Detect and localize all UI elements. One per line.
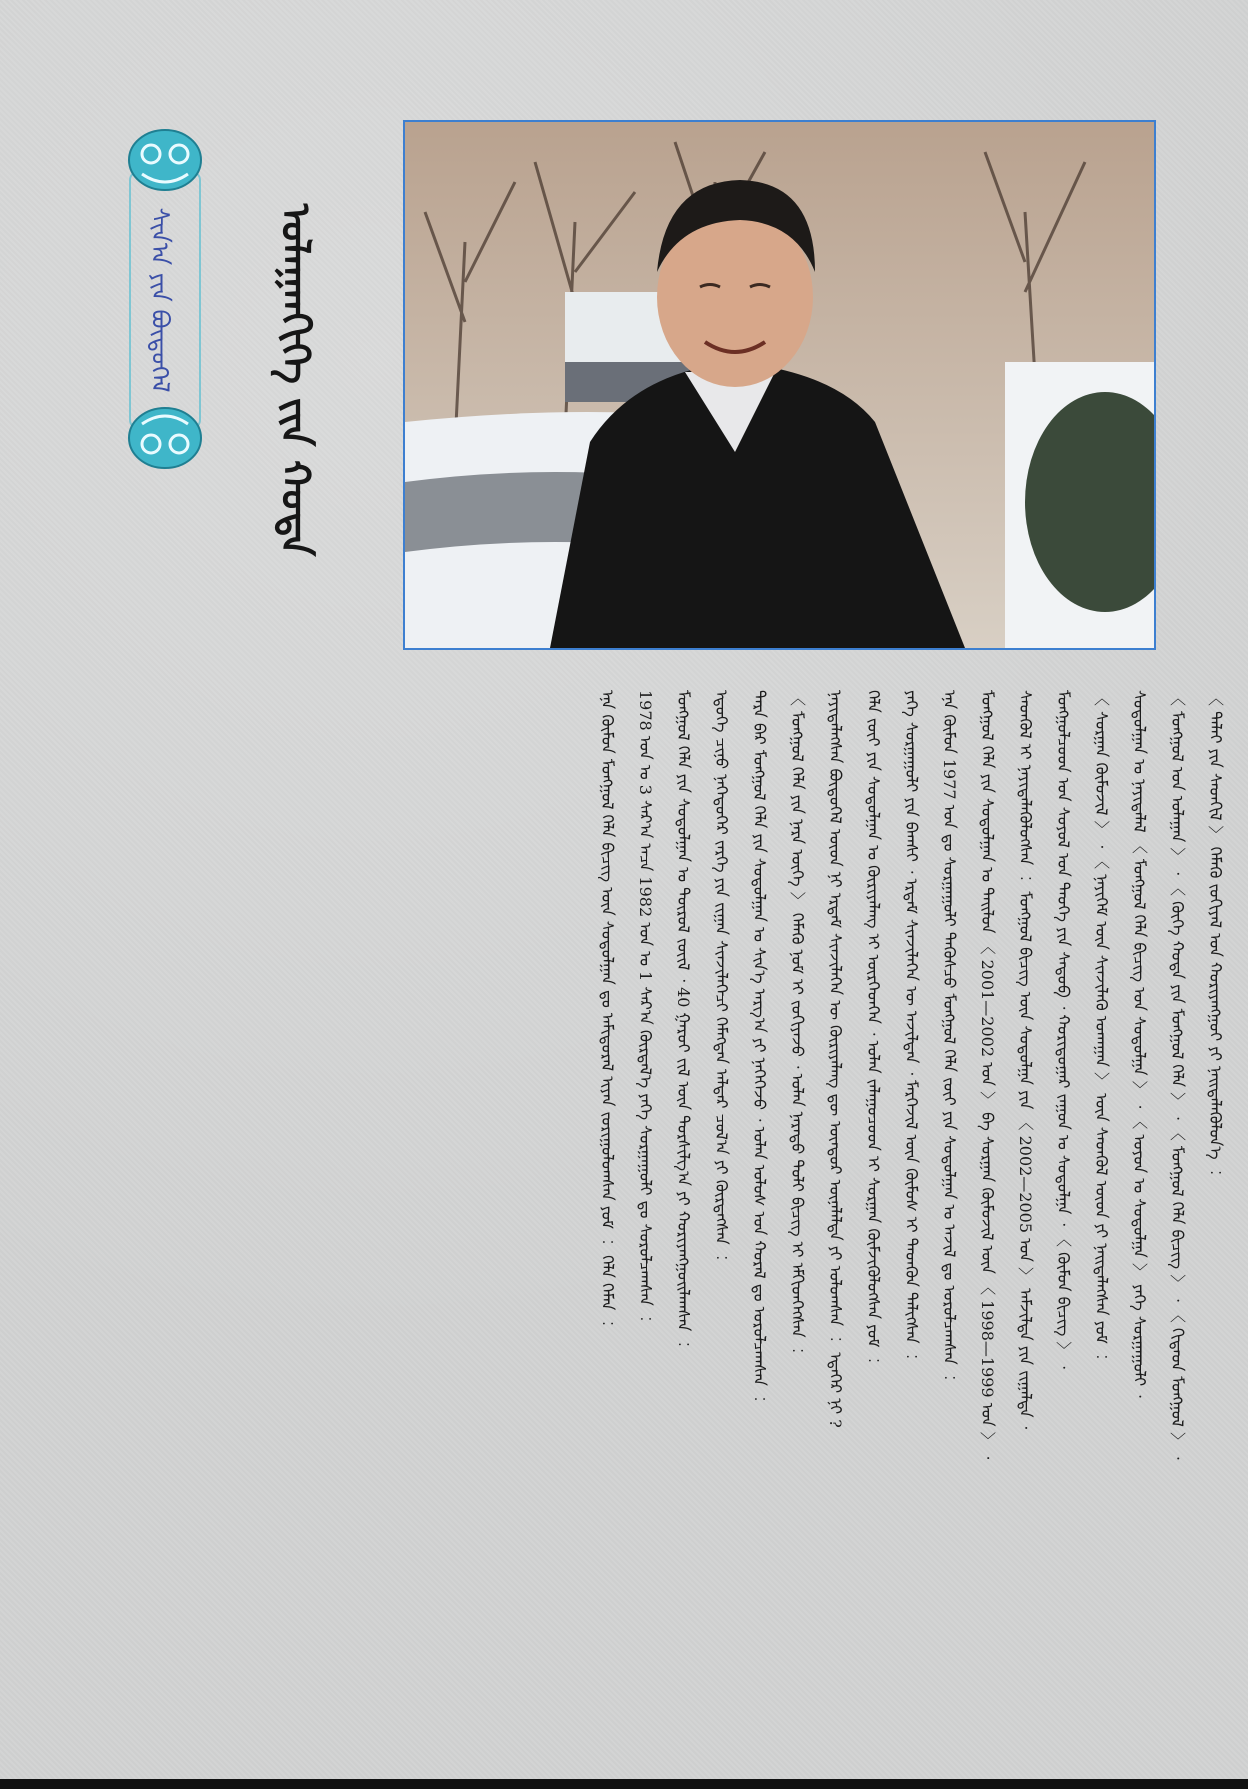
text-column: 〈 ᠮᠣᠩᠭᠣᠯ ᠤᠨ ᠤᠯᠠᠭᠠᠨ 〉 ᠂ 〈 ᠬᠥᠬᠡ ᠬᠣᠲᠠ ᠶᠢᠨ ᠮᠣᠩᠭᠣᠯ ᠬᠡᠯᠡ 〉 ᠂ 〈 ᠮᠣᠩᠭᠣᠯ ᠬᠡᠯᠡ ᠪᠢᠴᠢᠭ 〉 ᠂ 〈 ᠬᠢᠲᠠᠳ ᠮᠣᠩᠭᠣᠯ 〉 ᠂ (1168, 690, 1187, 1460)
text-column: ᠶᠡᠬᠡ ᠰᠤᠷᠭᠠᠭᠤᠯᠢ ᠶᠢᠨ ᠪᠠᠭᠰᠢ ᠂ ᠡᠷᠳᠡᠮ ᠰᠢᠨᠵᠢᠯᠡᠭᠡᠨ ᠦ ᠠᠵᠢᠯᠲᠠᠨ ᠂ ᠮᠡᠷᠭᠡᠵᠢᠯ ᠦᠨ ᠬᠦᠮᠦᠰ ᠢ ᠲᠡᠳᠬᠦᠨ ᠲᠡᠯᠢᠭᠰᠡᠨ ︰ (902, 690, 921, 1365)
banner-label: ᠰᠢᠨ᠎ᠠ ᠶᠢᠨ ᠪᠦᠲᠦᠭᠡᠯ (146, 207, 174, 393)
text-column: ᠮᠣᠩᠭᠣᠯ ᠬᠡᠯᠡ ᠶᠢᠨ ᠰᠤᠳᠤᠯᠭᠠᠨ ᠤ ᠲᠦᠷᠦᠯ ᠵᠦᠢᠯ ᠂ 40 ᠭᠠᠷᠤᠢ ᠵᠢᠯ ᠦᠨ ᠲᠤᠷᠰᠢᠯᠭ᠎ᠠ ᠶᠢ ᠬᠤᠷᠢᠶᠠᠩᠭᠤᠢᠯᠠᠭᠰᠠᠨ ︰ (674, 690, 693, 1353)
text-column: 〈 ᠮᠣᠩᠭᠣᠯ ᠬᠡᠯᠡ ᠶᠢᠨ ᠨᠡᠷᠡ ᠦᠭᠡ 〉 ᠬᠡᠮᠡᠬᠦ ᠨᠣᠮ ᠢ ᠵᠣᠬᠢᠶᠠᠵᠤ ᠂ ᠣᠯᠠᠨ ᠨᠡᠷᠡᠲᠦ ᠲᠣᠯᠢ ᠪᠢᠴᠢᠭ ᠢ ᠡᠮᠬᠢᠳᠬᠡᠭᠰᠡᠨ ︰ (788, 690, 807, 1359)
text-column: ᠰᠡᠳᠬᠦᠯ ᠢ ᠨᠡᠶᠢᠲᠡᠯᠡᠭᠦᠯᠦᠭᠰᠡᠨ ︰ ᠮᠣᠩᠭᠣᠯ ᠪᠢᠴᠢᠭ ᠦᠨ ᠰᠤᠳᠤᠯᠭᠠ ᠶᠢᠨ 〈 2002—2005 ᠣᠨ 〉 ᠠᠮᠵᠢᠯᠲᠠ ᠶᠢᠨ ᠵᠢᠭᠠᠯᠲᠠ ᠂ (1016, 690, 1035, 1430)
text-column: 〈 ᠰᠤᠷᠭᠠᠨ ᠬᠦᠮᠦᠵᠢᠯ 〉 ᠂ 〈 ᠨᠡᠶᠢᠭᠡᠮ ᠦᠨ ᠰᠢᠨᠵᠢᠯᠡᠬᠦ ᠤᠬᠠᠭᠠᠨ 〉 ᠦᠨ ᠰᠡᠳᠬᠦᠯ ᠦᠳ ᠶᠢ ᠨᠡᠢᠲᠡᠯᠡᠭᠰᠡᠨ ᠶᠤᠮ ︰ (1092, 690, 1111, 1365)
portrait-photo-image (405, 122, 1154, 648)
text-column: ᠲᠡᠷᠡ ᠪᠡᠷ ᠮᠣᠩᠭᠣᠯ ᠬᠡᠯᠡ ᠶᠢᠨ ᠰᠤᠳᠤᠯᠭᠠᠨ ᠤ ᠰᠢᠨ᠎ᠡ ᠠᠷᠭ᠎ᠠ ᠶᠢ ᠨᠡᠭᠡᠭᠡᠵᠦ ᠂ ᠣᠯᠠᠨ ᠤᠯᠤᠰ ᠤᠨ ᠬᠤᠷᠠᠯ ᠳᠤ ᠣᠷᠣᠯᠴᠠᠭᠰᠠᠨ ︰ (750, 690, 769, 1408)
text-column: ᠰᠤᠳᠤᠯᠭᠠᠨ ᠤ ᠨᠡᠶᠢᠲᠡᠯᠡᠯ 〈 ᠮᠣᠩᠭᠣᠯ ᠬᠡᠯᠡ ᠪᠢᠴᠢᠭ ᠤᠨ ᠰᠤᠳᠤᠯᠭᠠ 〉 ᠂ 〈 ᠣᠶᠤᠨ ᠤ ᠰᠤᠳᠤᠯᠭᠠ 〉 ᠶᠡᠬᠡ ᠰᠤᠷᠭᠠᠭᠤᠯᠢ ᠂ (1130, 690, 1149, 1398)
article-title: ᠤᠯᠠᠭᠠᠨᠬᠢᠬᠡ ᠵᠢᠨ ᠬᠣᠳᠠ (272, 203, 318, 557)
text-column: ᠡᠨᠡ ᠬᠦᠮᠦᠨ ᠮᠣᠩᠭᠣᠯ ᠬᠡᠯᠡ ᠪᠢᠴᠢᠭ ᠦᠨ ᠰᠤᠳᠤᠯᠭᠠᠨ ᠳᠤ ᠠᠮᠢᠳᠤᠷᠠᠯ ᠢᠶᠠᠨ ᠵᠣᠷᠢᠭᠤᠯᠤᠭᠰᠠᠨ ᠶᠤᠮ ︰ ᠬᠡᠯᠡ ᠬᠡᠮᠡᠨ ︰ (598, 690, 617, 1332)
text-column: 1978 ᠣᠨ ᠤ 3 ᠰᠠᠷ᠎ᠠ ᠠᠴᠠ 1982 ᠣᠨ ᠤ 1 ᠰᠠᠷ᠎ᠠ ᠬᠦᠷᠲᠡᠯ᠎ᠡ ᠶᠡᠬᠡ ᠰᠤᠷᠭᠠᠭᠤᠯᠢ ᠳᠤ ᠰᠤᠷᠤᠯᠴᠠᠭᠰᠠᠨ ︰ (636, 690, 655, 1327)
top-cloud-ornament-icon (129, 130, 201, 190)
bottom-cloud-ornament-icon (129, 408, 201, 468)
text-column: ᠡᠨᠡ ᠬᠦᠮᠦᠨ 1977 ᠣᠨ ᠳᠤ ᠰᠤᠷᠭᠠᠭᠤᠯᠢ ᠲᠡᠭᠦᠰᠴᠦ ᠮᠣᠩᠭᠣᠯ ᠬᠡᠯᠡ ᠵᠦᠢ ᠶᠢᠨ ᠰᠤᠳᠤᠯᠭᠠᠨ ᠤ ᠠᠵᠢᠯ ᠳᠤ ᠣᠷᠣᠯᠴᠠᠭᠰᠠᠨ ︰ (940, 690, 959, 1386)
text-column: ᠮᠣᠩᠭᠣᠯᠴᠤᠳ ᠤᠨ ᠰᠣᠶᠤᠯ ᠤᠨ ᠲᠡᠦᠬᠡ ᠶᠢᠨ ᠰᠡᠳᠦᠪ ᠂ ᠬᠣᠷᠢᠳᠤᠭᠠᠷ ᠵᠠᠭᠤᠨ ᠤ ᠰᠤᠳᠤᠯᠭᠠ ᠂ 〈 ᠬᠦᠮᠦᠨ ᠪᠢᠴᠢᠭ 〉 ᠂ (1054, 690, 1073, 1369)
text-column: ᠨᠡᠶᠢᠲᠡᠯᠡᠭᠰᠡᠨ ᠪᠦᠲᠦᠭᠡᠯ ᠦᠳ ᠨᠢ ᠡᠷᠳᠡᠮ ᠰᠢᠨᠵᠢᠯᠡᠭᠡᠨ ᠦ ᠬᠦᠷᠢᠶᠡᠯᠡᠩ ᠳᠦ ᠥᠨᠳᠥᠷ ᠦᠨᠡᠯᠡᠯᠲᠡ ᠶᠢ ᠣᠯᠤᠭᠰᠠᠨ ︰ ᠡᠳᠡᠭᠡᠷ ᠨᠢ ? (826, 690, 845, 1428)
column-banner (122, 120, 208, 480)
portrait-photo (403, 120, 1156, 650)
text-column: ᠮᠣᠩᠭᠣᠯ ᠬᠡᠯᠡ ᠶᠢᠨ ᠰᠤᠳᠤᠯᠭᠠᠨ ᠤ ᠲᠠᠢᠯᠤᠨ 〈 2001—2002 ᠣᠨ 〉 ᠪᠠ ᠰᠤᠷᠭᠠᠨ ᠬᠦᠮᠦᠵᠢᠯ ᠦᠨ 〈 1998—1999 ᠣᠨ 〉 ᠂ (978, 690, 997, 1460)
text-column: 〈 ᠳᠠᠯᠠᠢ ᠶᠢᠨ ᠰᠡᠳᠬᠢᠯ 〉 ᠬᠡᠮᠡᠬᠦ ᠵᠤᠬᠢᠶᠠᠯ ᠤᠨ ᠬᠤᠷᠢᠶᠠᠩᠭᠤᠢ ᠶᠢ ᠨᠡᠢᠲᠡᠯᠡᠭᠦᠯᠦᠨ᠎ᠡ ︰ (1206, 690, 1225, 1181)
text-column: ᠬᠡᠯᠡ ᠵᠦᠢ ᠶᠢᠨ ᠰᠤᠳᠤᠯᠭᠠᠨ ᠤ ᠬᠦᠷᠢᠶᠡᠯᠡᠩ ᠢ ᠥᠷᠭᠡᠳᠬᠡᠨ ᠂ ᠣᠯᠠᠨ ᠵᠠᠯᠠᠭᠤᠴᠤᠳ ᠢ ᠰᠤᠷᠭᠠᠨ ᠬᠥᠮᠵᠢᠭᠦᠯᠦᠭᠰᠡᠨ ᠶᠤᠮ ︰ (864, 690, 883, 1369)
article-body (120, 690, 1230, 1770)
text-column: ᠡᠳᠦᠭᠡ ᠴᠢᠨᠦ ᠨᠡᠭᠡᠳᠦᠭᠡᠷ ᠵᠡᠷᠭᠡ ᠶᠢᠨ ᠵᠢᠭᠠᠨ ᠰᠢᠨᠵᠢᠯᠡᠭᠡᠴᠢ ᠬᠡᠮᠡᠭᠳᠡᠨ ᠠᠯᠳᠠᠷ ᠴᠣᠯ᠎ᠠ ᠶᠢ ᠬᠦᠷᠳᠡᠭᠰᠡᠨ ︰ (712, 690, 731, 1266)
page-bottom-bar (0, 1779, 1248, 1789)
